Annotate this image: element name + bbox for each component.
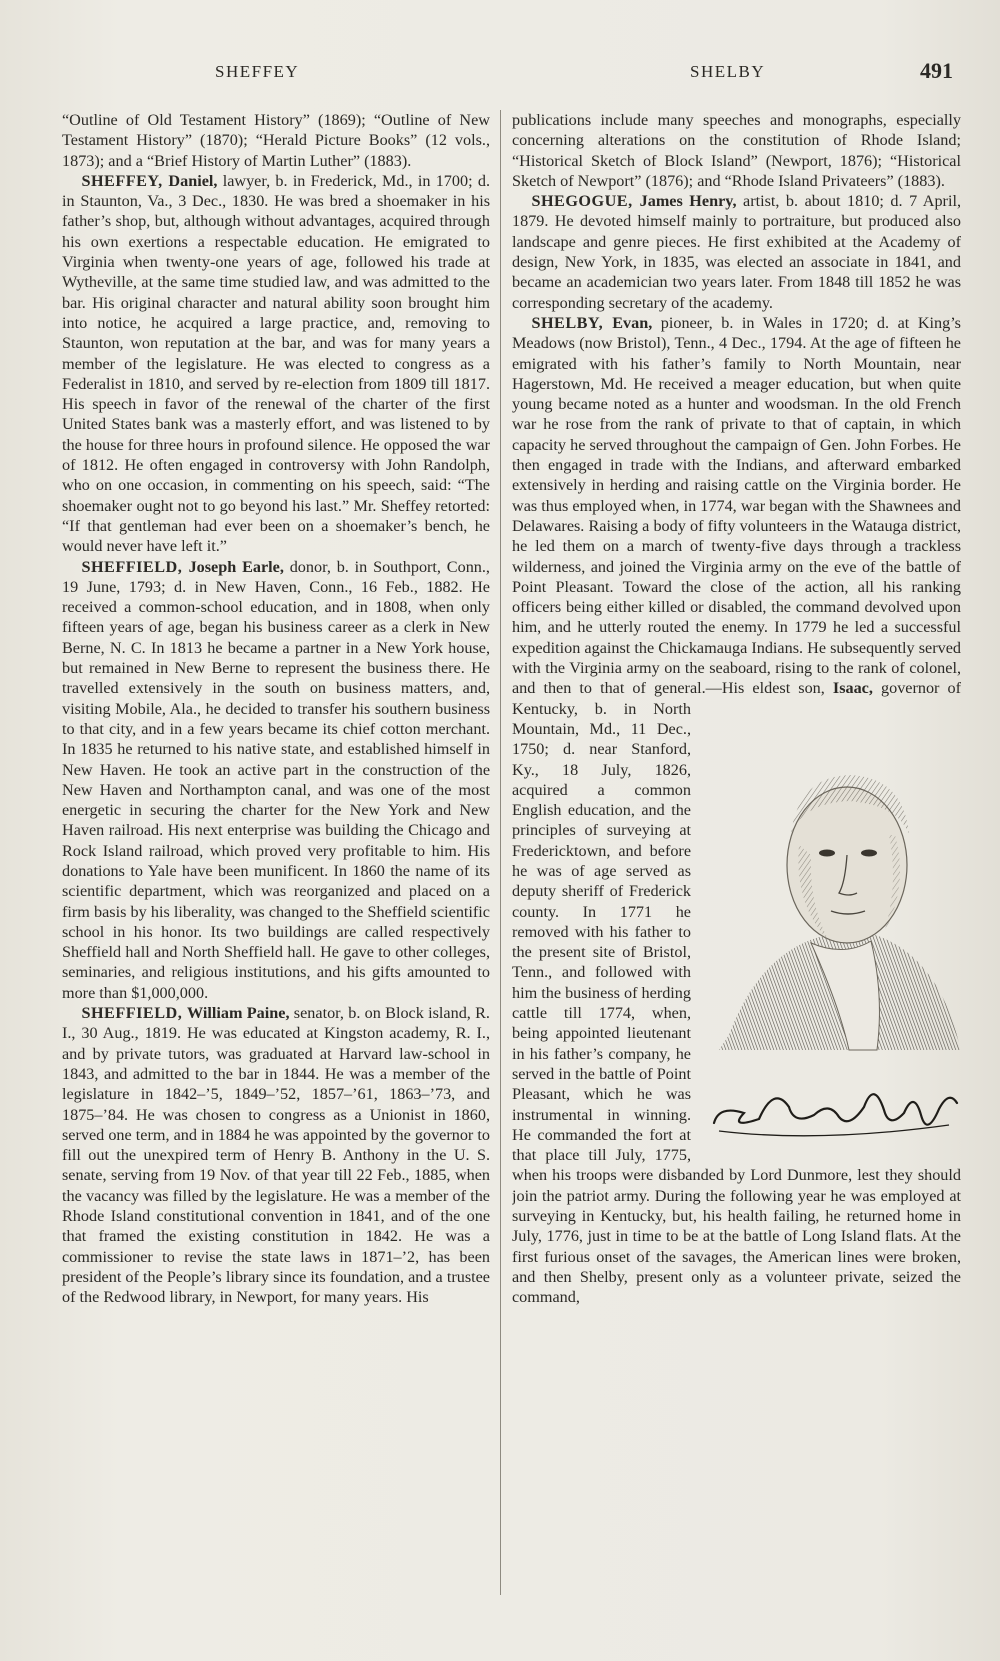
entry-headword: SHELBY, — [531, 313, 613, 332]
running-head — [0, 58, 1000, 90]
entry-shelby-evan — [512, 313, 961, 1308]
sub-entry-name: Isaac, — [832, 679, 873, 698]
entry-sheffey-daniel — [62, 171, 490, 557]
entry-headword: SHEFFIELD, — [81, 1004, 188, 1023]
entry-given-name: James Henry, — [639, 192, 737, 211]
entry-given-name: Evan, — [612, 313, 653, 332]
continued-entry-text: publications include many speeches and monographs, especially concerning alterations on the constitution of Rhode Island; “Historical Sketch of Block Island” (Newport, 1876); “Historical Sketch of Newport” (1876); and “Rhode Island Privateers” (1883). — [512, 111, 961, 190]
entry-body: artist, b. about 1810; d. 7 April, 1879. He devoted himself mainly to portraiture, but produced also landscape and genre pieces. He first exhibited at the Academy of design, New York, in 1835, was elected an associate in 1841, and became an academician two years later. From 1848 till 1852 he was corresponding secretary of the academy. — [512, 192, 961, 312]
entry-body: pioneer, b. in Wales in 1720; d. at King’s Meadows (now Bristol), Tenn., 4 Dec., 1794. At the age of fifteen he emigrated with his father’s family to North Mountain, near Hagerstown, Md. He received a meager education, but when quite young became noted as a hunter and woodsman. In the old French war he rose from the rank of private to that of captain, in which capacity he served throughout the campaign of Gen. John Forbes. He then engaged in trade with the Indians, and afterward embarked extensively in herding and raising cattle on the Virginia border. He was thus employed when, in 1774, war began with the Shawnees and Delawares. Raising a body of fifty volunteers in the Watauga district, he led them on a march of twenty-five days through a trackless wilderness, and joined the Virginia army on the eve of the battle of Point Pleasant. Toward the close of the action, all his ranking officers being either killed or disabled, the command devolved upon him, and he utterly routed the enemy. In 1779 he led a successful expedition against the Chickamauga Indians. He subsequently served with the Virginia army on the seaboard, rising to the rank of colonel, and then to that of general.—His eldest son, — [512, 313, 961, 698]
entry-sheffield-william — [62, 1003, 490, 1307]
continued-entry-text: “Outline of Old Testament History” (1869); “Outline of New Testament History” (1870); “Herald Picture Books” (12 vols., 1873); and a “Brief History of Martin Luther” (1883). — [62, 111, 490, 170]
right-column — [512, 110, 961, 1650]
entry-body: donor, b. in Southport, Conn., 19 June, 1793; d. in New Haven, Conn., 16 Feb., 1882. He received a common-school education, and in 1808, when only fifteen years of age, began his business career as a clerk in New Berne, N. C. In 1813 he became a partner in a New York house, but remained in New Berne to represent the business there. He travelled extensively in the south on business matters, and, visiting Mobile, Ala., he decided to transfer his southern business to that city, and in a few years became its chief cotton merchant. In 1835 he returned to his native state, and established himself in New Haven. He took an active part in the construction of the New Haven and Northampton canal, and was one of the most energetic in securing the charter for the New York and New Haven railroad. His next enterprise was building the Chicago and Rock Island railroad, which proved very profitable to him. His donations to Yale have been munificent. In 1860 the name of its scientific department, which was reorganized and placed on a firm basis by his liberality, was changed to the Sheffield scientific school in his honor. Its two buildings are called respectively Sheffield hall and North Sheffield hall. He gave to other colleges, seminaries, and religious institutions, and his gifts amounted to more than $1,000,000. — [62, 557, 490, 1002]
left-running-head: SHEFFEY — [215, 62, 300, 81]
entry-body: lawyer, b. in Frederick, Md., in 1700; d. in Staunton, Va., 3 Dec., 1830. He was bred a shoemaker in his father’s shop, but, although without advantages, acquired through his own exertions a respectable education. He emigrated to Virginia when twenty-one years of age, followed his trade at Wytheville, at the same time studied law, and was admitted to the bar. His original character and natural ability soon brought him into notice, he acquired a large practice, and, removing to Staunton, won reputation at the bar, and was for many years a member of the legislature. He was elected to congress as a Federalist in 1810, and served by re-election from 1809 till 1817. His speech in favor of the renewal of the charter of the first United States bank was a masterly effort, and was listened to by the house for three hours in profound silence. He opposed the war of 1812. He often engaged in controversy with John Randolph, who on one occasion, in commenting on his speech, said: “The shoemaker ought not to go beyond his last.” Mr. Sheffey retorted: “If that gentleman had ever been on a shoemaker’s bench, he would never have left it.” — [62, 171, 490, 556]
entry-sheffield-joseph — [62, 557, 490, 1004]
page-number: 491 — [920, 58, 953, 83]
entry-headword: SHEFFEY, — [81, 171, 169, 190]
entry-body: senator, b. on Block island, R. I., 30 Aug., 1819. He was educated at Kingston academy, R. I., and by private tutors, was graduated at Harvard law-school in 1843, and admitted to the bar in 1844. He was a member of the legislature in 1842–’5, 1849–’52, 1857–’61, 1863–’73, and 1875–’84. He was chosen to congress as a Unionist in 1860, served one term, and in 1884 he was appointed by the governor to fill out the unexpired term of Henry B. Anthony in the U. S. senate, serving from 19 Nov. of that year till 22 Feb., 1885, when the vacancy was filled by the legislature. He was a member of the Rhode Island constitutional convention in 1841, and of the one that framed the existing constitution in 1842. He was a commissioner to revise the state laws in 1871–’2, has been president of the People’s library since its foundation, and a trustee of the Redwood library, in Newport, for many years. His — [62, 1004, 490, 1307]
entry-given-name: William Paine, — [187, 1004, 290, 1023]
entry-headword: SHEGOGUE, — [531, 192, 640, 211]
entry-given-name: Daniel, — [168, 171, 218, 190]
entry-body: governor of Kentucky, b. in North Mountain, Md., 11 Dec., 1750; d. near Stanford, Ky., 18 July, 1826, acquired a common English education, and the principles of surveying at Fredericktown, and before he was of age served as deputy sheriff of Frederick county. In 1771 he removed with his father to the present site of Bristol, Tenn., and followed with him the business of herding cattle till 1774, when, being appointed lieutenant in his father’s company, he served in the battle of Point Pleasant, which he was instrumental in winning. He commanded the fort at that place till July, 1775, when his troops were disbanded by Lord Dunmore, lest they should join the patriot army. During the following year he was employed at surveying in Kentucky, but, his health failing, he returned home in July, 1776, just in time to be at the battle of Long Island flats. At the first furious onset of the savages, the American lines were broken, and then Shelby, present only as a volunteer private, seized the command, — [512, 679, 961, 1307]
entry-headword: SHEFFIELD, — [81, 557, 189, 576]
entry-given-name: Joseph Earle, — [188, 557, 284, 576]
left-column — [62, 110, 490, 1650]
column-divider — [500, 110, 501, 1595]
right-running-head: SHELBY — [690, 62, 766, 81]
entry-shegogue-james — [512, 191, 961, 313]
portrait-engraving — [699, 705, 961, 1143]
portrait-figure — [699, 705, 961, 1143]
